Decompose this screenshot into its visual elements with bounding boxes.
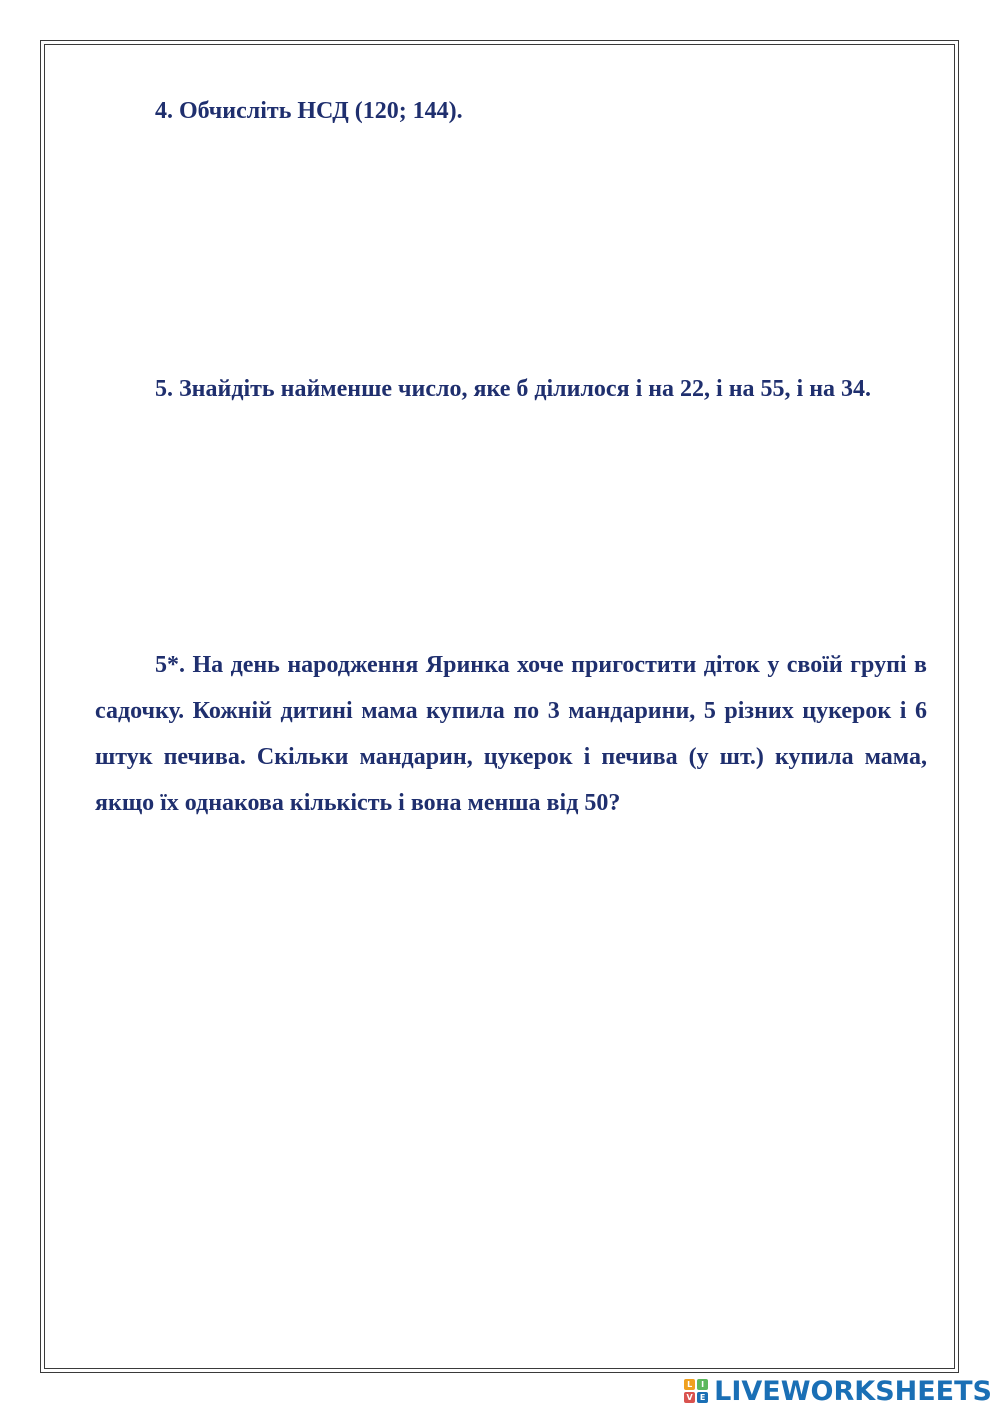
logo-letter: V bbox=[684, 1392, 695, 1403]
task-5-text: 5. Знайдіть найменше число, яке б ділилося і на 22, і на 55, і на 34. bbox=[155, 376, 872, 402]
logo-letter: L bbox=[684, 1379, 695, 1390]
liveworksheets-logo-icon bbox=[684, 1379, 708, 1403]
task-5-star-text: 5*. На день народження Яринка хоче пригостити діток у своїй групі в садочку. Кожній дитині мама купила по 3 мандарини, 5 різних цукерок і 6 штук печива. Скільки мандарин, цукерок і печива (у шт.) купила мама, якщо їх однакова кількість і вона менша від 50? bbox=[95, 652, 927, 816]
logo-letter: I bbox=[697, 1379, 708, 1390]
task-4-text: 4. Обчисліть НСД (120; 144). bbox=[155, 98, 463, 124]
liveworksheets-watermark bbox=[684, 1373, 992, 1409]
logo-letter: E bbox=[697, 1392, 708, 1403]
liveworksheets-wordmark: LIVEWORKSHEETS bbox=[714, 1375, 992, 1407]
